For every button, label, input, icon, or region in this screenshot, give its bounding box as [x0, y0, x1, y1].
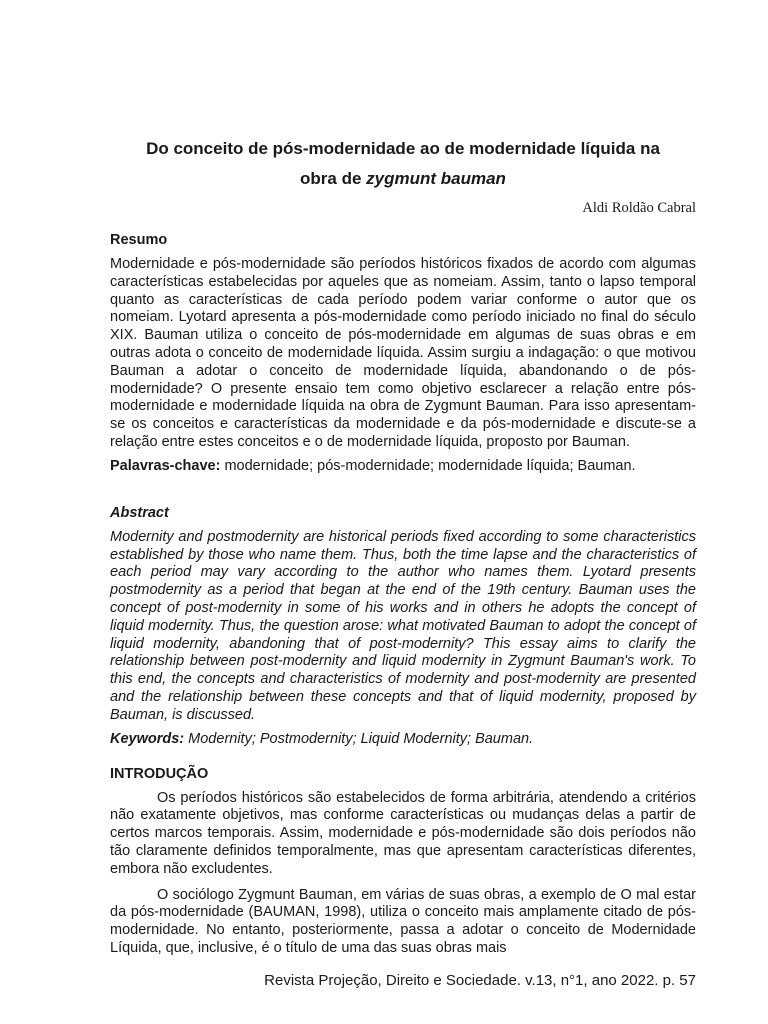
abstract-keywords: [110, 730, 696, 748]
resumo-keywords-label: Palavras-chave:: [110, 457, 221, 474]
resumo-heading: Resumo: [110, 232, 168, 248]
resumo-keywords: [110, 457, 696, 475]
abstract-keywords-label: Keywords:: [110, 730, 185, 747]
introducao-heading: INTRODUÇÃO: [110, 765, 209, 782]
introducao-paragraph-2: O sociólogo Zygmunt Bauman, em várias de suas obras, a exemplo de O mal estar da pós-modernidade (BAUMAN, 1998), utiliza o conceito mais amplamente citado de pós-modernidade. No entanto, posteriormente, passa a adotar o conceito de Modernidade Líquida, que, inclusive, é o título de uma das suas obras mais: [110, 886, 696, 956]
page-footer-citation: Revista Projeção, Direito e Sociedade. v.13, n°1, ano 2022. p. 57: [264, 972, 696, 989]
abstract-heading: Abstract: [110, 504, 169, 521]
author-name: Aldi Roldão Cabral: [582, 200, 696, 216]
title-line-1: Do conceito de pós-modernidade ao de modernidade líquida na: [146, 139, 660, 158]
abstract-keywords-value: Modernity; Postmodernity; Liquid Modernity; Bauman.: [184, 730, 534, 747]
introducao-paragraph-1: Os períodos históricos são estabelecidos de forma arbitrária, atendendo a critérios não exatamente objetivos, mas conforme características ou mudanças delas a partir de certos marcos temporais. Assim, modernidade e pós-modernidade são dois períodos não tão claramente definidos temporalmente, mas que apresentam características diferentes, embora não excludentes.: [110, 789, 696, 877]
resumo-text: Modernidade e pós-modernidade são períodos históricos fixados de acordo com algumas características estabelecidas por aqueles que as nomeiam. Assim, tanto o lapso temporal quanto as características de cada período podem variar conforme o autor que os nomeiam. Lyotard apresenta a pós-modernidade como período iniciado no final do século XIX. Bauman utiliza o conceito de pós-modernidade em algumas de suas obras e em outras adota o conceito de modernidade líquida. Assim surgiu a indagação: o que motivou Bauman a adotar o conceito de modernidade líquida, abandonando o de pós-modernidade? O presente ensaio tem como objetivo esclarecer a relação entre pós-modernidade e modernidade líquida na obra de Zygmunt Bauman. Para isso apresentam-se os conceitos e características da modernidade e da pós-modernidade e discute-se a relação entre estes conceitos e o de modernidade líquida, proposto por Bauman.: [110, 256, 696, 450]
article-page: [110, 134, 696, 958]
title-line-2-italic: zygmunt bauman: [366, 169, 506, 188]
abstract-text: Modernity and postmodernity are historical periods fixed according to some characteristics established by those who name them. Thus, both the time lapse and the characteristics of each period may vary according to the author who names them. Lyotard presents postmodernity as a period that began at the end of the 19th century. Bauman uses the concept of post-modernity in some of his works and in others he adopts the concept of liquid modernity. Thus, the question arose: what motivated Bauman to adopt the concept of liquid modernity, abandoning that of post-modernity? This essay aims to clarify the relationship between post-modernity and liquid modernity in Zygmunt Bauman's work. To this end, the concepts and characteristics of modernity and post-modernity are presented and the relationship between these concepts and that of liquid modernity, proposed by Bauman, is discussed.: [110, 528, 696, 723]
resumo-keywords-value: modernidade; pós-modernidade; modernidade líquida; Bauman.: [220, 457, 636, 474]
article-title: [110, 134, 696, 194]
title-line-2-prefix: obra de: [300, 169, 367, 188]
